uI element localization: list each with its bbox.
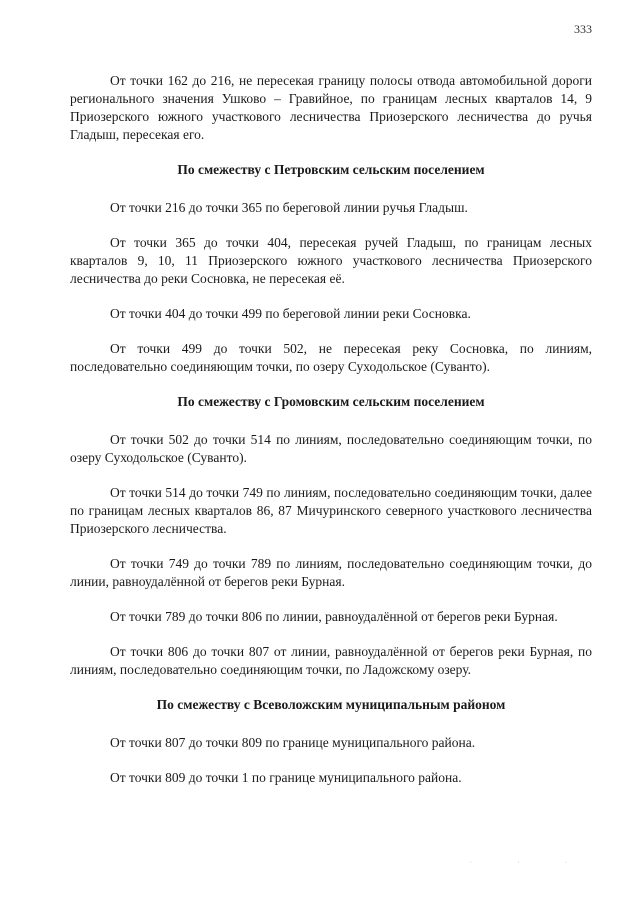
paragraph-502-514: От точки 502 до точки 514 по линиям, последовательно соединяющим точки, по озеру Суходольское (Суванто). (70, 432, 592, 465)
paragraph-499-502: От точки 499 до точки 502, не пересекая реку Сосновка, по линиям, последовательно соединяющим точки, по озеру Суходольское (Суванто). (70, 341, 592, 374)
section-heading-gromovskoe: По смежеству с Громовским сельским поселением (177, 394, 485, 409)
paragraph-162-216: От точки 162 до 216, не пересекая границу полосы отвода автомобильной дороги регионального значения Ушково – Гравийное, по границам лесных кварталов 14, 9 Приозерского южного участкового лесничества Приозерского лесничества до ручья Гладыш, пересекая его. (70, 73, 592, 142)
paragraph-749-789: От точки 749 до точки 789 по линиям, последовательно соединяющим точки, до линии, равноудалённой от берегов реки Бурная. (70, 556, 592, 589)
paragraph-789-806: От точки 789 до точки 806 по линии, равноудалённой от берегов реки Бурная. (110, 609, 558, 624)
paragraph-806-807: От точки 806 до точки 807 от линии, равноудалённой от берегов реки Бурная, по линиям, последовательно соединяющим точки, по Ладожскому озеру. (70, 644, 592, 677)
section-heading-vsevolozhsky: По смежеству с Всеволожским муниципальным районом (156, 697, 506, 712)
document-body (70, 72, 592, 804)
paragraph-365-404: От точки 365 до точки 404, пересекая ручей Гладыш, по границам лесных кварталов 9, 10, 11 Приозерского южного участкового лесничества Приозерского лесничества до реки Сосновка, не пересекая её. (70, 235, 592, 286)
page-number: 333 (574, 22, 592, 36)
paragraph-809-1: От точки 809 до точки 1 по границе муниципального района. (110, 770, 462, 785)
section-heading-petrovskoe: По смежеству с Петровским сельским поселением (177, 162, 485, 177)
paragraph-216-365: От точки 216 до точки 365 по береговой линии ручья Гладыш. (110, 200, 468, 215)
paragraph-404-499: От точки 404 до точки 499 по береговой линии реки Сосновка. (110, 306, 471, 321)
paragraph-514-749: От точки 514 до точки 749 по линиям, последовательно соединяющим точки, далее по границам лесных кварталов 86, 87 Мичуринского северного участкового лесничества Приозерского лесничества. (70, 485, 592, 536)
scan-specks: · · · (470, 860, 589, 866)
paragraph-807-809: От точки 807 до точки 809 по границе муниципального района. (110, 735, 476, 750)
